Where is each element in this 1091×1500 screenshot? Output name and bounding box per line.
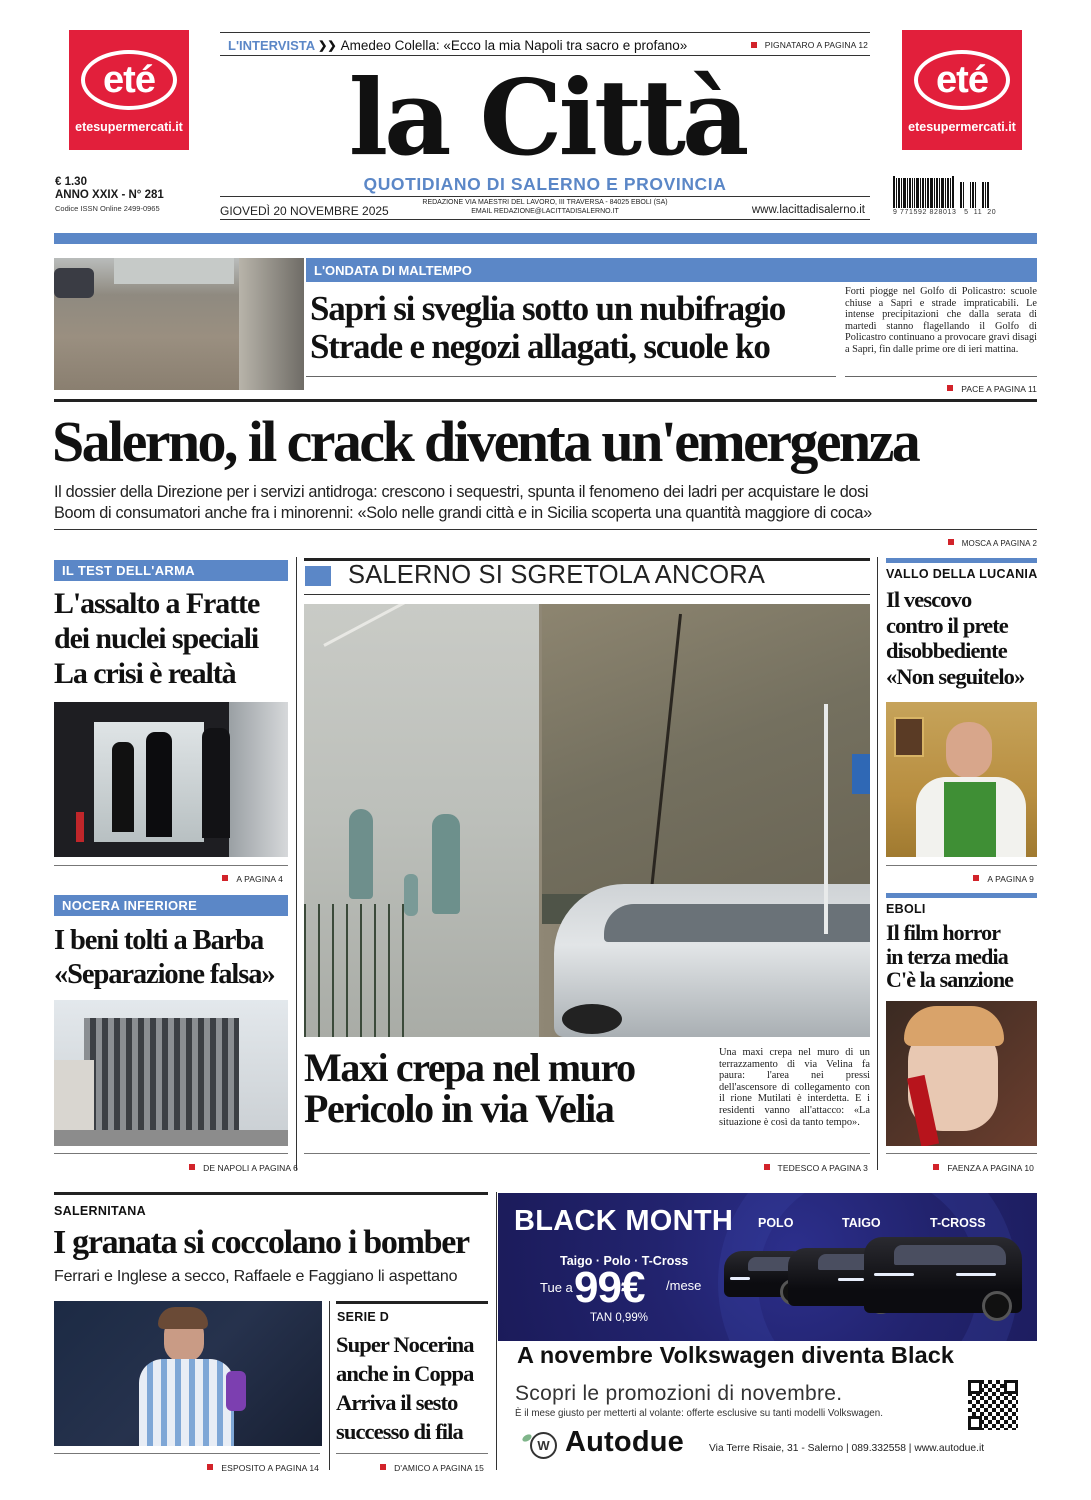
offer-prefix: Tue a (540, 1280, 573, 1295)
right-story2-page-ref[interactable] (886, 1158, 1034, 1176)
sports-story2-headline[interactable] (336, 1330, 494, 1446)
headline-line: in terza media (886, 943, 1008, 969)
barcode (893, 176, 1028, 216)
price: € 1.30 (55, 176, 87, 188)
courthouse-photo[interactable] (54, 1000, 288, 1146)
dealer-info: Via Terre Risaie, 31 - Salerno | 089.332558 | www.autodue.it (709, 1443, 985, 1454)
masthead-title: la Città (348, 56, 746, 179)
red-marker-icon (751, 42, 757, 48)
headline-line: C'è la sanzione (886, 967, 1014, 992)
right-story1-kicker: VALLO DELLA LUCANIA (886, 567, 1038, 581)
ad-tagline: A novembre Volkswagen diventa Black (517, 1342, 955, 1368)
weather-summary: Forti piogge nel Golfo di Policastro: scuole chiuse a Sapri e strade impraticabili. Le intense precipitazioni che dalla serata di martedì stanno flagellando il Golfo di Policastro continuano a provocare gravi disagi a Sapri, fin dalle prime ore di ieri mattina. (845, 286, 1037, 355)
issue-number: ANNO XXIX - N° 281 (55, 189, 164, 201)
lead-page-ref[interactable] (800, 533, 1037, 551)
headline-line: Arriva il sesto (336, 1390, 458, 1415)
sports-story1-kicker: SALERNITANA (54, 1204, 146, 1218)
page-ref-text: A PAGINA 9 (987, 874, 1034, 884)
page-ref-text: ESPOSITO A PAGINA 14 (221, 1463, 319, 1473)
headline-line: dei nuclei speciali (54, 622, 259, 655)
headline-line: Sapri si sveglia sotto un nubifragio (310, 289, 786, 328)
right-story1-headline[interactable] (886, 587, 1041, 689)
left-story2-page-ref[interactable] (54, 1158, 298, 1176)
right-story1-page-ref[interactable] (886, 869, 1034, 887)
page-ref-text: MOSCA A PAGINA 2 (961, 539, 1037, 548)
ete-site: etesupermercati.it (75, 120, 183, 134)
divider (304, 594, 870, 595)
divider (886, 1153, 1037, 1154)
address-line: REDAZIONE VIA MAESTRI DEL LAVORO, III TRAVERSA - 84025 EBOLI (SA) (422, 199, 668, 206)
headline-line: La crisi è realtà (54, 657, 236, 690)
barcode-digits: 9 771592 828013 5 11 20 (893, 209, 997, 216)
sports-story1-deck: Ferrari e Inglese a secco, Raffaele e Faggiano li aspettano (54, 1268, 458, 1285)
price-block (55, 176, 164, 215)
qr-code-icon[interactable] (968, 1380, 1018, 1430)
divider (304, 1153, 870, 1154)
headline-line: L'assalto a Fratte (54, 587, 260, 620)
thick-rule (54, 399, 1037, 402)
weather-headline[interactable] (310, 290, 840, 366)
column-divider (329, 1301, 330, 1470)
headline-line: successo di fila (336, 1419, 463, 1444)
teaser-text: Amedeo Colella: «Ecco la mia Napoli tra sacro e profano» (340, 37, 688, 53)
red-marker-icon (764, 1164, 770, 1170)
right-story2-headline[interactable] (886, 921, 1041, 992)
offer-models: Taigo · Polo · T-Cross (560, 1254, 689, 1268)
page-ref-text: DE NAPOLI A PAGINA 6 (203, 1163, 298, 1173)
kicker-bar (886, 558, 1037, 563)
red-marker-icon (947, 385, 953, 391)
red-marker-icon (933, 1164, 939, 1170)
headline-line: contro il prete (886, 612, 1008, 638)
column-divider (296, 557, 297, 1170)
flood-photo[interactable] (54, 258, 304, 390)
ete-logo: eté (81, 50, 177, 110)
editorial-address (400, 198, 690, 216)
priest-photo[interactable] (886, 702, 1037, 857)
issue-date: GIOVEDÌ 20 NOVEMBRE 2025 (220, 204, 389, 218)
center-summary: Una maxi crepa nel muro di un terrazzamento di via Velina fa paura: l'area nei pressi dell'ascensore di collegamento con il rione Mutilati è interdetta. E i residenti vanno all'attacco: «La situazione è così da tanto tempo». (719, 1047, 870, 1128)
offer-per: /mese (666, 1278, 702, 1293)
offer-tan: TAN 0,99% (590, 1312, 648, 1324)
center-page-ref[interactable] (640, 1158, 868, 1176)
page-ref-text: TEDESCO A PAGINA 3 (777, 1163, 868, 1173)
divider (54, 1453, 320, 1454)
left-story1-page-ref[interactable] (54, 869, 283, 887)
lead-deck (54, 482, 1044, 524)
top-teaser[interactable] (228, 36, 868, 54)
ete-ad-right[interactable] (902, 30, 1022, 150)
ete-logo: eté (914, 50, 1010, 110)
ete-site: etesupermercati.it (908, 120, 1016, 134)
page-ref-text: A PAGINA 4 (236, 874, 283, 884)
thick-rule (336, 1301, 488, 1304)
page-ref-text: FAENZA A PAGINA 10 (947, 1163, 1034, 1173)
kicker-bar (306, 258, 1037, 282)
masthead-subtitle: QUOTIDIANO DI SALERNO E PROVINCIA (363, 174, 727, 194)
sports-story2-kicker: SERIE D (337, 1310, 390, 1324)
website-link[interactable]: www.lacittadisalerno.it (751, 204, 865, 216)
ete-ad-left[interactable] (69, 30, 189, 150)
left-story2-headline[interactable] (54, 924, 294, 992)
headline-line: «Non seguitelo» (886, 663, 1025, 689)
red-marker-icon (207, 1464, 213, 1470)
divider (54, 529, 1037, 530)
barcode-bars (893, 176, 1028, 208)
headline-line: «Separazione falsa» (54, 959, 275, 990)
teaser-page-ref: PIGNATARO A PAGINA 12 (764, 40, 868, 50)
offer-price: 99€ (574, 1263, 645, 1312)
left-story1-headline[interactable] (54, 586, 294, 691)
divider (220, 219, 870, 220)
issn: Codice ISSN Online 2499-0965 (55, 204, 160, 213)
deck-line: Boom di consumatori anche fra i minorenni: «Solo nelle grandi città e in Sicilia scoperta una quantità maggiore di coca» (54, 504, 872, 522)
page-ref-text: D'AMICO A PAGINA 15 (394, 1463, 484, 1473)
deck-line: Il dossier della Direzione per i servizi antidroga: crescono i sequestri, spunta il fenomeno dei ladri per acquistare le dosi (54, 483, 869, 501)
center-headline[interactable] (304, 1047, 714, 1129)
vw-logo-icon: W (518, 1430, 560, 1460)
vw-black-month-ad[interactable] (498, 1193, 1037, 1341)
horror-film-photo[interactable] (886, 1001, 1037, 1146)
headline-line: Strade e negozi allagati, scuole ko (310, 327, 770, 366)
model-label-taigo: TAIGO (842, 1216, 881, 1230)
divider (220, 196, 870, 197)
sports-story1-page-ref[interactable] (54, 1458, 319, 1476)
column-divider (496, 1192, 497, 1470)
ad-promo: Scopri le promozioni di novembre. (515, 1382, 843, 1405)
divider (220, 32, 870, 33)
divider (54, 1153, 288, 1154)
dealer-name: Autodue (565, 1426, 684, 1458)
column-divider (877, 557, 878, 1170)
model-label-tcross: T-CROSS (930, 1216, 986, 1230)
divider (54, 865, 288, 866)
left-story2-kicker: NOCERA INFERIORE (54, 895, 288, 916)
red-marker-icon (973, 875, 979, 881)
cracked-wall-photo[interactable] (304, 604, 870, 1037)
sports-story2-page-ref[interactable] (336, 1458, 484, 1476)
lead-headline[interactable]: Salerno, il crack diventa un'emergenza (52, 409, 919, 474)
left-story1-kicker: IL TEST DELL'ARMA (54, 560, 288, 581)
ad-promo-sub: È il mese giusto per metterti al volante: offerte esclusive su tanti modelli Volkswagen. (515, 1408, 883, 1419)
teaser-kicker: L'INTERVISTA (228, 37, 316, 53)
divider (886, 865, 1037, 866)
red-marker-icon (948, 539, 954, 545)
double-arrow-icon: ❯❯ (318, 39, 337, 52)
page-ref-text: PACE A PAGINA 11 (961, 384, 1037, 394)
center-section-label: SALERNO SI SGRETOLA ANCORA (348, 561, 766, 589)
headline-line: Il vescovo (886, 587, 972, 612)
headline-line: Il film horror (886, 920, 1001, 945)
divider (845, 376, 1037, 377)
red-marker-icon (189, 1164, 195, 1170)
header-band (54, 233, 1037, 244)
thick-rule (54, 1192, 488, 1195)
footballer-photo[interactable] (54, 1301, 322, 1446)
kicker-bar (886, 893, 1037, 898)
model-label-polo: POLO (758, 1216, 794, 1230)
headline-line: disobbediente (886, 638, 1007, 663)
weather-page-ref[interactable] (845, 379, 1037, 397)
headline-line: Pericolo in via Velia (304, 1086, 614, 1131)
right-story2-kicker: EBOLI (886, 902, 926, 916)
headline-line: anche in Coppa (336, 1361, 474, 1386)
headline-line: I beni tolti a Barba (54, 925, 264, 956)
email-line: EMAIL REDAZIONE@LACITTADISALERNO.IT (471, 208, 619, 215)
section-square-icon (305, 566, 331, 586)
weather-kicker: L'ONDATA DI MALTEMPO (314, 263, 472, 278)
red-marker-icon (380, 1464, 386, 1470)
car-tcross (864, 1237, 1022, 1313)
sports-story1-headline[interactable]: I granata si coccolano i bomber (53, 1224, 469, 1261)
headline-line: Super Nocerina (336, 1332, 474, 1357)
red-marker-icon (222, 875, 228, 881)
police-raid-photo[interactable] (54, 702, 288, 857)
divider (336, 1453, 488, 1454)
headline-line: Maxi crepa nel muro (304, 1045, 635, 1090)
ad-title: BLACK MONTH (514, 1205, 734, 1237)
divider (306, 376, 836, 377)
